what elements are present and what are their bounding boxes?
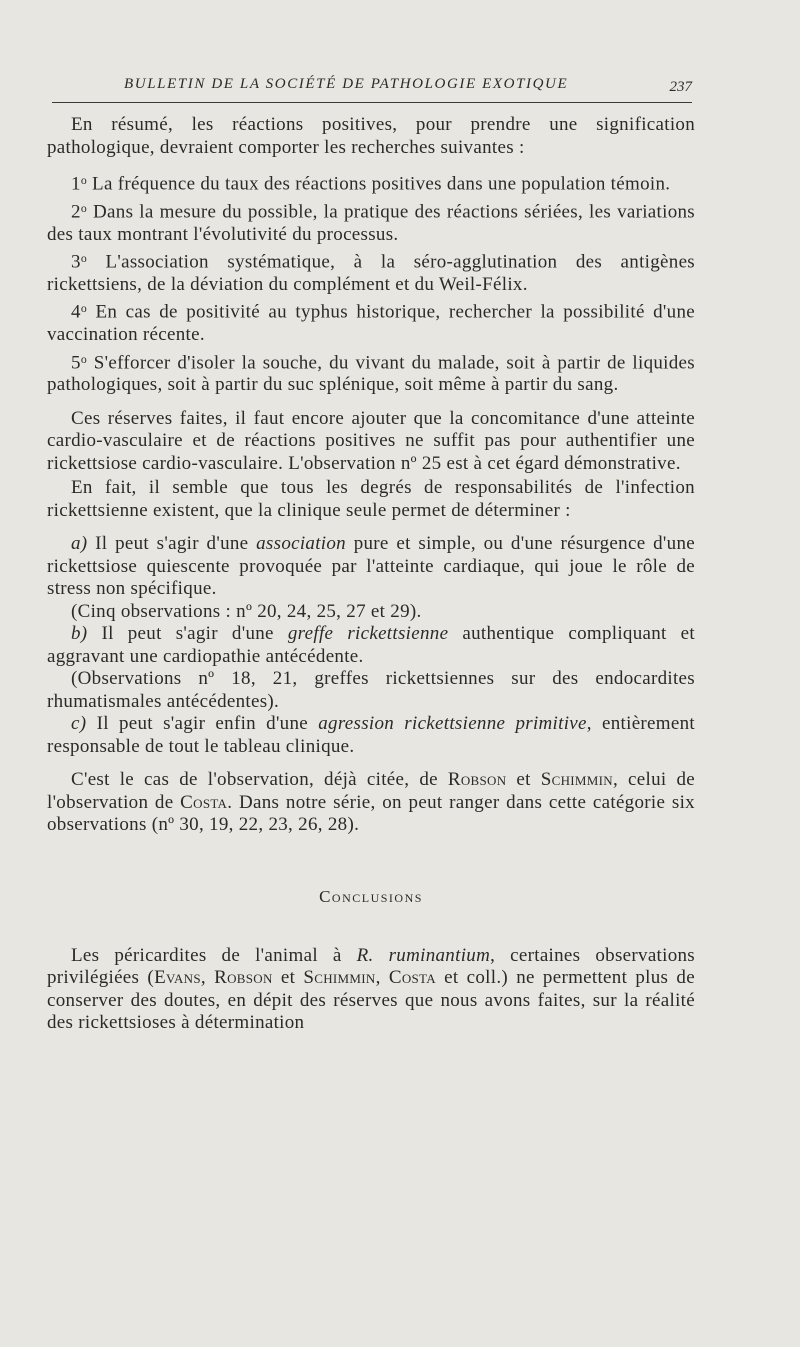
text-run: Les péricardites de l'animal à: [71, 944, 357, 966]
case-text: Il peut s'agir enfin d'une: [86, 713, 319, 735]
case-letter: c): [71, 713, 87, 735]
paragraph-en-fait: En fait, il semble que tous les degrés de responsabilités de l'infection rickettsienne existent, que la clinique seule permet de déterminer :: [47, 477, 695, 521]
item-number: 5: [71, 351, 81, 373]
article-body: [47, 114, 695, 1035]
item-text: La fréquence du taux des réactions positives dans une population témoin.: [87, 173, 671, 195]
case-emphasis: association: [256, 533, 346, 555]
case-letter: b): [71, 623, 88, 645]
case-text: , entièrement responsable de tout le tableau clinique.: [47, 713, 695, 757]
case-emphasis: greffe rickettsienne: [287, 623, 449, 645]
ordinal-mark: o: [80, 252, 87, 266]
text-run: , celui de l'observation de: [47, 769, 695, 813]
author-name: Costa: [388, 967, 436, 989]
author-name: Schimmin: [303, 967, 376, 989]
case-text: Il peut s'agir d'une: [87, 623, 288, 645]
case-text: Il peut s'agir d'une: [87, 533, 257, 555]
item-text: Dans la mesure du possible, la pratique des réactions sériées, les variations des taux montrant l'évolutivité du processus.: [47, 201, 695, 245]
text-run: ,: [200, 967, 215, 989]
text-run: ,: [375, 967, 389, 989]
case-b-observations: (Observations nº 18, 21, greffes rickettsiennes sur des endocardites rhumatismales antécédentes).: [47, 668, 695, 712]
text-run: . Dans notre série, on peut ranger dans cette catégorie six observations (nº 30, 19, 22, 23, 26, 28).: [47, 791, 695, 836]
ordinal-mark: o: [80, 302, 87, 316]
ordinal-mark: o: [80, 352, 87, 366]
item-number: 4: [71, 301, 81, 323]
author-name: Robson: [447, 769, 507, 791]
case-text: authentique compliquant et aggravant une cardiopathie antécédente.: [47, 623, 695, 667]
author-name: Evans: [154, 967, 201, 989]
case-text: pure et simple, ou d'une résurgence d'une rickettsiose quiescente provoquée par l'atteinte cardiaque, qui joue le rôle de stress non spécifique.: [47, 533, 695, 600]
text-run: , certaines observations privilégiées (: [47, 944, 696, 989]
text-run: et: [506, 769, 541, 791]
page-number: 237: [669, 79, 692, 95]
species-name: R. ruminantium: [356, 944, 491, 966]
ordinal-mark: o: [80, 174, 87, 187]
item-text: L'association systématique, à la séro-agglutination des antigènes rickettsiens, de la déviation du complément et du Weil-Félix.: [47, 251, 695, 295]
section-title-conclusions: Conclusions: [319, 886, 423, 906]
author-name: Costa: [180, 791, 228, 813]
paragraph-reserves: Ces réserves faites, il faut encore ajouter que la concomitance d'une atteinte cardio-vasculaire et de réactions positives ne suffit pas pour authentifier une rickettsiose cardio-vasculaire. L'observation nº 25 est à cet égard démonstrative.: [47, 407, 695, 474]
paragraph-cest-le-cas: [47, 769, 695, 837]
case-c: [47, 713, 695, 758]
paragraph-conclusion: [47, 945, 695, 1035]
item-number: 1: [71, 173, 81, 195]
case-letter: a): [71, 533, 88, 555]
list-item-4: [47, 298, 695, 346]
item-number: 2: [71, 201, 81, 223]
text-run: et coll.) ne permettent plus de conserver des doutes, en dépit des réserves que nous avons faites, sur la réalité des rickettsioses à détermination: [47, 967, 695, 1034]
text-run: C'est le cas de l'observation, déjà citée, de: [71, 769, 448, 791]
list-item-1: [47, 170, 695, 196]
item-text: S'efforcer d'isoler la souche, du vivant du malade, soit à partir de liquides pathologiques, soit à partir du suc splénique, soit même à partir du sang.: [47, 351, 695, 396]
paragraph-summary: En résumé, les réactions positives, pour prendre une signification pathologique, devraient comporter les recherches suivantes :: [47, 114, 695, 158]
case-a: [47, 533, 695, 601]
author-name: Schimmin: [540, 769, 613, 791]
running-header: [52, 72, 692, 103]
text-run: et: [272, 967, 304, 989]
list-item-3: [47, 248, 695, 296]
list-item-2: [47, 198, 695, 246]
case-a-observations: (Cinq observations : nº 20, 24, 25, 27 et 29).: [71, 600, 422, 622]
author-name: Robson: [214, 967, 273, 989]
case-emphasis: agression rickettsienne primitive: [318, 713, 587, 735]
item-number: 3: [71, 251, 81, 273]
journal-title: BULLETIN DE LA SOCIÉTÉ DE PATHOLOGIE EXOTIQUE: [124, 76, 569, 92]
case-b: [47, 623, 695, 668]
item-text: En cas de positivité au typhus historique, rechercher la possibilité d'une vaccination récente.: [47, 301, 695, 346]
ordinal-mark: o: [80, 201, 87, 215]
list-item-5: [47, 349, 695, 397]
